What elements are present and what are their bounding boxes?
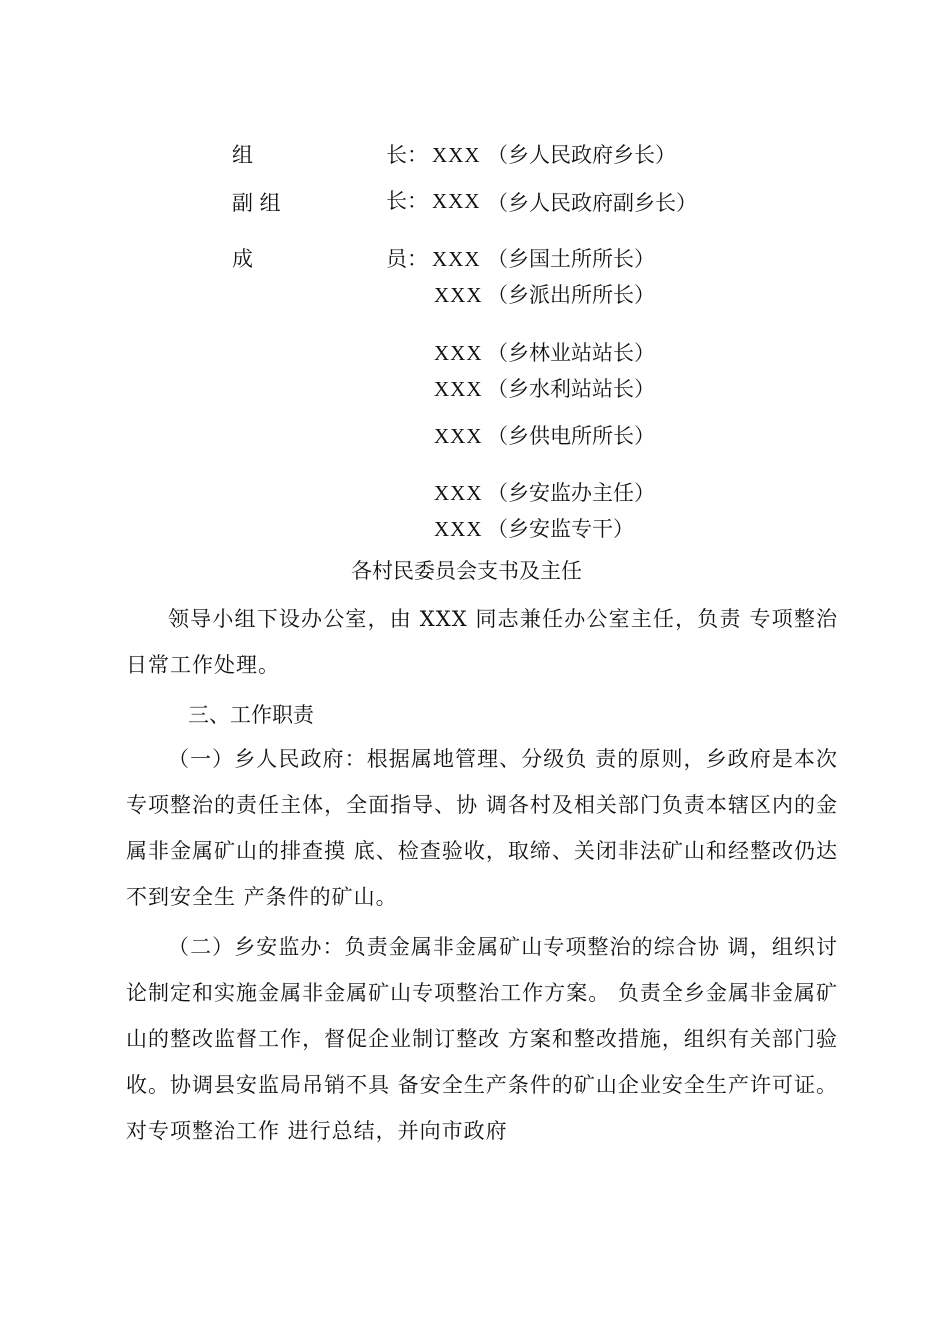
section-heading: 三、工作职责 xyxy=(188,703,314,727)
member-role: （乡水利站站长） xyxy=(487,377,655,401)
deputy-label-end: 长： xyxy=(386,189,428,213)
member-name: XXX xyxy=(434,424,483,448)
member-role: （乡安监专干） xyxy=(487,517,634,541)
duty-paragraph-1: （一）乡人民政府：根据属地管理、分级负 责的原则，乡政府是本次专项整治的责任主体，全面指导、协 调各村及相关部门负责本辖区内的金属非金属矿山的排查摸 底、检查验收，取缔、关闭非法矿山和经整改仍达不到安全生 产条件的矿山。 xyxy=(126,747,838,909)
deputy-name: XXX xyxy=(432,189,481,213)
leader-label-start: 组 xyxy=(232,143,253,167)
member-role: （乡安监办主任） xyxy=(487,481,655,505)
deputy-role: （乡人民政府副乡长） xyxy=(487,191,697,215)
member-role: （乡派出所所长） xyxy=(487,283,655,307)
leader-label-end: 长： xyxy=(386,143,428,167)
member-name: XXX xyxy=(434,377,483,401)
member-name: XXX xyxy=(434,517,483,541)
member-name: XXX xyxy=(434,283,483,307)
duty-paragraph-2: （二）乡安监办：负责金属非金属矿山专项整治的综合协 调，组织讨论制定和实施金属非金属矿山专项整治工作方案。 负责全乡金属非金属矿山的整改监督工作，督促企业制订整改 方案和整改措施，组织有关部门验收。协调县安监局吊销不具 备安全生产条件的矿山企业安全生产许可证。对专项整治工作 进行总结，并向市政府 xyxy=(126,935,838,1143)
member-name: XXX xyxy=(432,247,481,271)
leader-name: XXX xyxy=(432,143,481,167)
members-label-start: 成 xyxy=(232,247,253,271)
deputy-label-start: 副 组 xyxy=(232,191,281,215)
member-name: XXX xyxy=(434,341,483,365)
member-role: （乡国土所所长） xyxy=(487,247,655,271)
leader-role: （乡人民政府乡长） xyxy=(487,143,676,167)
villages-line: 各村民委员会支书及主任 xyxy=(351,559,582,583)
office-paragraph: 领导小组下设办公室，由 XXX 同志兼任办公室主任，负责 专项整治日常工作处理。 xyxy=(126,607,838,677)
member-name: XXX xyxy=(434,481,483,505)
member-role: （乡林业站站长） xyxy=(487,341,655,365)
members-label-end: 员： xyxy=(386,247,428,271)
member-role: （乡供电所所长） xyxy=(487,424,655,448)
